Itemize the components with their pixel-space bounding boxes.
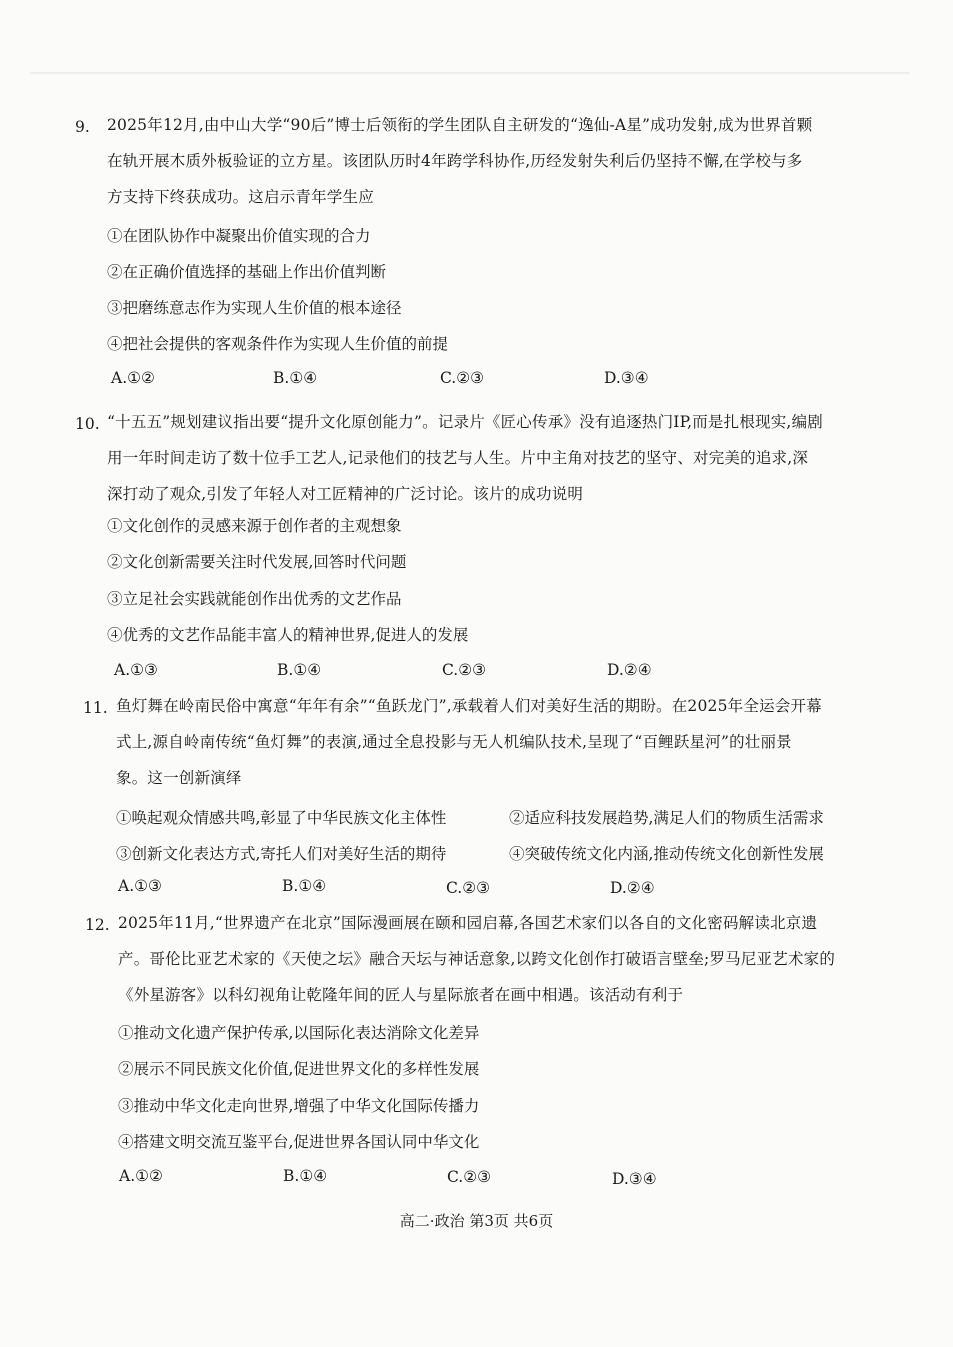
choice-b[interactable]: B.①④: [277, 661, 322, 679]
question-number: 10.: [75, 415, 100, 433]
statement-2: ②在正确价值选择的基础上作出价值判断: [107, 263, 387, 281]
question-number: 9.: [75, 118, 90, 136]
choice-d[interactable]: D.③④: [604, 369, 649, 387]
question-stem: “十五五”规划建议指出要“提升文化原创能力”。记录片《匠心传承》没有追逐热门IP,而是扎根现实,编剧 用一年时间走访了数十位手工艺人,记录他们的技艺与人生。片中主角对技艺的坚守、对完美的追求,深 深打动了观众,引发了年轻人对工匠精神的广泛讨论。该片的成功说明: [107, 413, 823, 503]
question-number: 11.: [83, 699, 108, 717]
statement-2: ②展示不同民族文化价值,促进世界文化的多样性发展: [118, 1060, 480, 1078]
statement-3: ③推动中华文化走向世界,增强了中华文化国际传播力: [118, 1097, 480, 1115]
choice-d[interactable]: D.②④: [607, 661, 652, 679]
question-stem: 2025年12月,由中山大学“90后”博士后领衔的学生团队自主研发的“逸仙-A星”成功发射,成为世界首颗 在轨开展木质外板验证的立方星。该团队历时4年跨学科协作,历经发射失利后仍坚持不懈,在学校与多 方支持下终获成功。这启示青年学生应: [107, 116, 813, 206]
choice-b[interactable]: B.①④: [282, 877, 327, 895]
statement-4: ④优秀的文艺作品能丰富人的精神世界,促进人的发展: [107, 626, 469, 644]
statement-4: ④搭建文明交流互鉴平台,促进世界各国认同中华文化: [118, 1133, 480, 1151]
choice-a[interactable]: A.①②: [111, 369, 155, 387]
scan-edge: [30, 72, 910, 75]
choice-b[interactable]: B.①④: [283, 1167, 328, 1185]
statement-3: ③把磨练意志作为实现人生价值的根本途径: [107, 299, 402, 317]
question-number: 12.: [85, 916, 110, 934]
statement-1: ①文化创作的灵感来源于创作者的主观想象: [107, 517, 402, 535]
question-stem: 鱼灯舞在岭南民俗中寓意“年年有余”“鱼跃龙门”,承载着人们对美好生活的期盼。在2025年全运会开幕 式上,源自岭南传统“鱼灯舞”的表演,通过全息投影与无人机编队技术,呈现了“百鲤跃星河”的壮丽景 象。这一创新演绎: [116, 697, 822, 787]
statement-2: ②文化创新需要关注时代发展,回答时代问题: [107, 553, 407, 571]
page-footer: 高二·政治 第3页 共6页: [399, 1212, 554, 1230]
choice-b[interactable]: B.①④: [273, 369, 318, 387]
choice-a[interactable]: A.①②: [119, 1167, 163, 1185]
choice-c[interactable]: C.②③: [446, 879, 491, 897]
choice-a[interactable]: A.①③: [118, 877, 162, 895]
choice-d[interactable]: D.③④: [612, 1170, 657, 1188]
statement-1: ①推动文化遗产保护传承,以国际化表达消除文化差异: [118, 1024, 480, 1042]
question-stem: 2025年11月,“世界遗产在北京”国际漫画展在颐和园启幕,各国艺术家们以各自的文化密码解读北京遗 产。哥伦比亚艺术家的《天使之坛》融合天坛与神话意象,以跨文化创作打破语言壁垒;罗马尼亚艺术家的 《外星游客》以科幻视角让乾隆年间的匠人与星际旅者在画中相遇。该活动有利于: [118, 914, 836, 1004]
statement-3: ③创新文化表达方式,寄托人们对美好生活的期待: [116, 845, 447, 863]
choice-c[interactable]: C.②③: [442, 661, 487, 679]
statement-1: ①在团队协作中凝聚出价值实现的合力: [107, 227, 371, 245]
choice-c[interactable]: C.②③: [440, 369, 485, 387]
statement-1: ①唤起观众情感共鸣,彰显了中华民族文化主体性: [116, 809, 447, 827]
choice-d[interactable]: D.②④: [610, 879, 655, 897]
choice-a[interactable]: A.①③: [114, 661, 158, 679]
statement-4: ④突破传统文化内涵,推动传统文化创新性发展: [509, 845, 824, 863]
statement-2: ②适应科技发展趋势,满足人们的物质生活需求: [509, 809, 824, 827]
choice-c[interactable]: C.②③: [447, 1168, 492, 1186]
statement-3: ③立足社会实践就能创作出优秀的文艺作品: [107, 590, 402, 608]
statement-4: ④把社会提供的客观条件作为实现人生价值的前提: [107, 335, 449, 353]
